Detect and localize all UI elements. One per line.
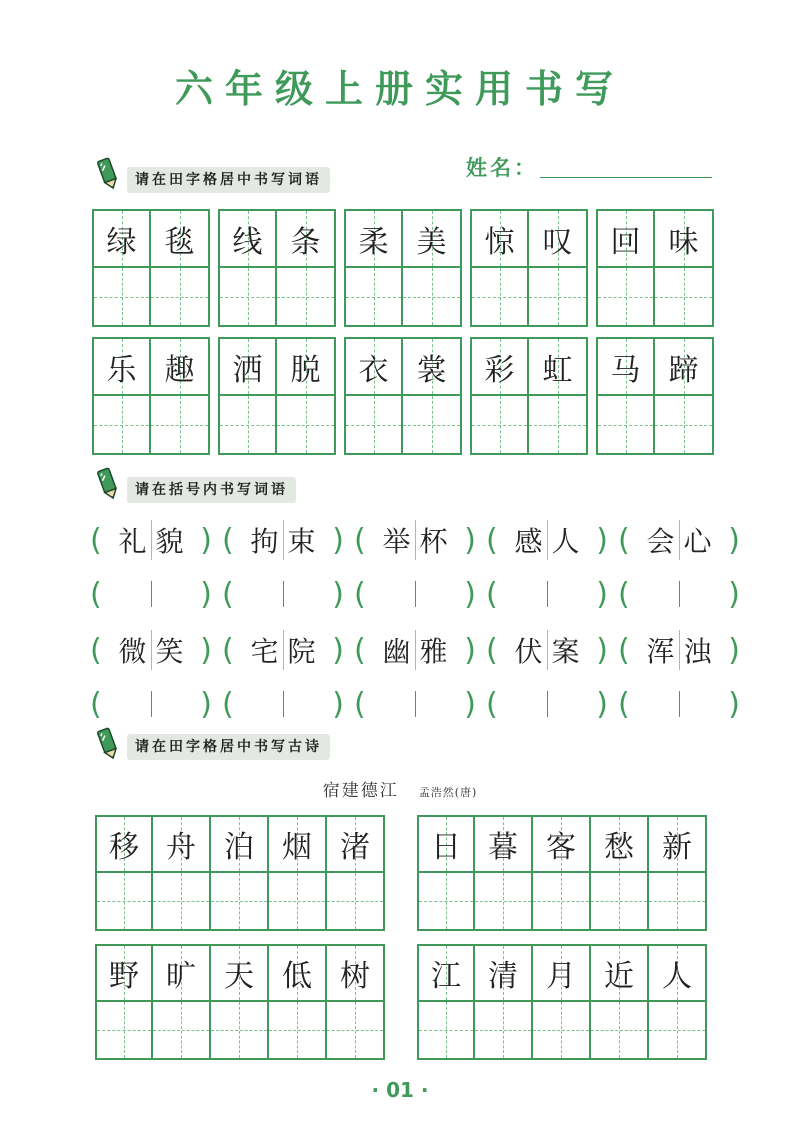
left-paren: (: [354, 522, 366, 558]
tianzige-cell-filled: [649, 815, 707, 873]
tianzige-cell-filled: [327, 944, 385, 1002]
bracket-content: [366, 581, 465, 607]
tianzige-cell-blank[interactable]: [95, 1002, 153, 1060]
bracket-word: [486, 630, 608, 670]
tianzige-cell-blank[interactable]: [277, 396, 336, 455]
tianzige-cell-filled: [151, 337, 210, 396]
tianzige-cell-blank[interactable]: [591, 1002, 649, 1060]
bracket-content: [498, 520, 597, 560]
tianzige-cell-filled: [470, 209, 529, 268]
tianzige-cell-blank[interactable]: [417, 873, 475, 931]
left-paren: (: [222, 686, 234, 722]
bracket-content: [366, 630, 465, 670]
character: 蹄: [668, 352, 699, 388]
poem-title: [0, 776, 800, 801]
character: [548, 691, 584, 717]
tianzige-cell-blank[interactable]: [403, 396, 462, 455]
pencil-icon: [94, 726, 122, 762]
character: 脱: [290, 352, 321, 388]
bracket-content: [102, 581, 201, 607]
tianzige-cell-filled: [327, 815, 385, 873]
character: [115, 581, 152, 607]
character: [152, 581, 188, 607]
tianzige-cell-blank[interactable]: [92, 396, 151, 455]
right-paren: ): [464, 576, 476, 612]
right-paren: ): [332, 686, 344, 722]
bracket-blank[interactable]: [618, 574, 740, 614]
bracket-content: [366, 691, 465, 717]
left-paren: (: [90, 522, 102, 558]
right-paren: ): [464, 522, 476, 558]
tianzige-cell-blank[interactable]: [269, 873, 327, 931]
left-paren: (: [618, 576, 630, 612]
character: [152, 691, 188, 717]
character: 彩: [484, 352, 515, 388]
character: 举: [379, 520, 416, 560]
character: 宅: [247, 630, 284, 670]
page-title: 六年级上册实用书写: [174, 67, 625, 111]
right-paren: ): [332, 632, 344, 668]
character: 天: [224, 959, 254, 994]
bracket-content: [234, 630, 333, 670]
character: 叹: [542, 224, 573, 260]
bracket-word: [354, 630, 476, 670]
character: 渚: [340, 830, 370, 865]
bracket-content: [630, 630, 729, 670]
word-grid: [470, 337, 588, 455]
bracket-blank[interactable]: [222, 574, 344, 614]
character: 案: [551, 635, 580, 668]
tianzige-cell-filled: [151, 209, 210, 268]
tianzige-cell-blank[interactable]: [475, 873, 533, 931]
bracket-word: [618, 630, 740, 670]
character: 雅: [419, 635, 448, 668]
character: 树: [340, 959, 370, 994]
bracket-content: [630, 520, 729, 560]
character: [680, 581, 716, 607]
right-paren: ): [464, 632, 476, 668]
right-paren: ): [596, 522, 608, 558]
poem-grid: [95, 815, 385, 931]
character: [511, 581, 548, 607]
tianzige-cell-filled: [655, 209, 714, 268]
tianzige-cell-filled: [417, 944, 475, 1002]
tianzige-cell-filled: [92, 337, 151, 396]
word-grid: [596, 337, 714, 455]
character: 柔: [358, 224, 389, 260]
tianzige-cell-blank[interactable]: [470, 268, 529, 327]
character: 院: [287, 635, 316, 668]
tianzige-cell-blank[interactable]: [403, 268, 462, 327]
character: 拘: [247, 520, 284, 560]
word-grid: [218, 209, 336, 327]
tianzige-cell-blank[interactable]: [218, 268, 277, 327]
word-grid: [92, 209, 210, 327]
left-paren: (: [90, 576, 102, 612]
tianzige-cell-blank[interactable]: [596, 268, 655, 327]
character: 束: [287, 525, 316, 558]
right-paren: ): [596, 686, 608, 722]
character: 清: [488, 959, 518, 994]
character: 裳: [416, 352, 447, 388]
tianzige-cell-blank[interactable]: [153, 873, 211, 931]
word-grid: [218, 337, 336, 455]
tianzige-cell-blank[interactable]: [153, 1002, 211, 1060]
tianzige-cell-blank[interactable]: [596, 396, 655, 455]
bracket-blank[interactable]: [618, 684, 740, 724]
character: 浊: [683, 635, 712, 668]
bracket-blank[interactable]: [222, 684, 344, 724]
left-paren: (: [222, 522, 234, 558]
right-paren: ): [332, 576, 344, 612]
character: 移: [109, 830, 139, 865]
bracket-blank[interactable]: [486, 684, 608, 724]
bracket-content: [102, 520, 201, 560]
bracket-blank[interactable]: [486, 574, 608, 614]
character: 人: [551, 525, 580, 558]
tianzige-cell-filled: [591, 944, 649, 1002]
section-label-words: 请在田字格居中书写词语: [127, 167, 330, 193]
bracket-word: [354, 520, 476, 560]
tianzige-cell-filled: [269, 815, 327, 873]
tianzige-cell-blank[interactable]: [470, 396, 529, 455]
character: 趣: [164, 352, 195, 388]
character: 洒: [232, 352, 263, 388]
name-input-line[interactable]: [540, 177, 712, 178]
character: 微: [115, 630, 152, 670]
tianzige-cell-blank[interactable]: [211, 1002, 269, 1060]
bracket-blank[interactable]: [354, 684, 476, 724]
poem-grid: [417, 944, 707, 1060]
character: [284, 691, 320, 717]
tianzige-cell-filled: [344, 337, 403, 396]
right-paren: ): [728, 576, 740, 612]
character: 惊: [484, 224, 515, 260]
left-paren: (: [90, 686, 102, 722]
tianzige-cell-filled: [153, 944, 211, 1002]
bracket-content: [630, 691, 729, 717]
tianzige-cell-blank[interactable]: [218, 396, 277, 455]
character: 回: [610, 224, 641, 260]
character: 礼: [115, 520, 152, 560]
tianzige-cell-blank[interactable]: [95, 873, 153, 931]
word-grid: [596, 209, 714, 327]
character: 绿: [106, 224, 137, 260]
character: 杯: [419, 525, 448, 558]
tianzige-cell-filled: [211, 815, 269, 873]
tianzige-cell-filled: [277, 337, 336, 396]
section-label-brackets: 请在括号内书写词语: [127, 477, 296, 503]
left-paren: (: [222, 576, 234, 612]
tianzige-cell-blank[interactable]: [151, 396, 210, 455]
poem-author: 孟浩然(唐): [418, 786, 478, 799]
tianzige-cell-filled: [218, 337, 277, 396]
left-paren: (: [354, 686, 366, 722]
right-paren: ): [728, 522, 740, 558]
tianzige-cell-blank[interactable]: [417, 1002, 475, 1060]
tianzige-cell-filled: [95, 944, 153, 1002]
tianzige-cell-filled: [655, 337, 714, 396]
tianzige-cell-filled: [403, 337, 462, 396]
tianzige-cell-blank[interactable]: [344, 268, 403, 327]
section-label-poem: 请在田字格居中书写古诗: [127, 734, 330, 760]
left-paren: (: [618, 686, 630, 722]
tianzige-cell-blank[interactable]: [277, 268, 336, 327]
poem-grid: [95, 944, 385, 1060]
tianzige-cell-blank[interactable]: [655, 268, 714, 327]
name-label: 姓名：: [466, 156, 538, 180]
tianzige-cell-filled: [591, 815, 649, 873]
poem-grid: [417, 815, 707, 931]
character: [511, 691, 548, 717]
character: 伏: [511, 630, 548, 670]
bracket-word: [90, 520, 212, 560]
character: 马: [610, 352, 641, 388]
bracket-word: [222, 630, 344, 670]
tianzige-cell-filled: [403, 209, 462, 268]
character: [680, 691, 716, 717]
character: 笑: [155, 635, 184, 668]
character: [115, 691, 152, 717]
character: [548, 581, 584, 607]
character: [379, 691, 416, 717]
character: 人: [662, 959, 692, 994]
character: 烟: [282, 830, 312, 865]
tianzige-cell-filled: [470, 337, 529, 396]
bracket-content: [498, 630, 597, 670]
right-paren: ): [200, 522, 212, 558]
tianzige-cell-blank[interactable]: [92, 268, 151, 327]
tianzige-cell-filled: [533, 944, 591, 1002]
tianzige-cell-blank[interactable]: [475, 1002, 533, 1060]
tianzige-cell-blank[interactable]: [211, 873, 269, 931]
bracket-content: [234, 691, 333, 717]
bracket-word: [90, 630, 212, 670]
character: 月: [546, 959, 576, 994]
tianzige-cell-filled: [475, 815, 533, 873]
character: 旷: [166, 959, 196, 994]
character: 味: [668, 224, 699, 260]
right-paren: ): [200, 632, 212, 668]
tianzige-cell-blank[interactable]: [344, 396, 403, 455]
character: 貌: [155, 525, 184, 558]
bracket-content: [234, 520, 333, 560]
right-paren: ): [200, 576, 212, 612]
tianzige-cell-filled: [529, 209, 588, 268]
character: 美: [416, 224, 447, 260]
tianzige-cell-filled: [153, 815, 211, 873]
pencil-icon: [94, 156, 122, 192]
right-paren: ): [728, 686, 740, 722]
character: 新: [662, 830, 692, 865]
character: 野: [109, 959, 139, 994]
left-paren: (: [486, 686, 498, 722]
tianzige-cell-filled: [596, 337, 655, 396]
tianzige-cell-blank[interactable]: [649, 873, 707, 931]
tianzige-cell-filled: [529, 337, 588, 396]
character: [643, 691, 680, 717]
tianzige-cell-blank[interactable]: [327, 1002, 385, 1060]
left-paren: (: [486, 632, 498, 668]
word-grid: [344, 337, 462, 455]
character: 愁: [604, 830, 634, 865]
tianzige-cell-filled: [218, 209, 277, 268]
character: 会: [643, 520, 680, 560]
tianzige-cell-blank[interactable]: [655, 396, 714, 455]
bracket-word: [486, 520, 608, 560]
bracket-content: [498, 691, 597, 717]
word-grid: [344, 209, 462, 327]
pencil-icon: [94, 466, 122, 502]
character: 毯: [164, 224, 195, 260]
character: 线: [232, 224, 263, 260]
character: 近: [604, 959, 634, 994]
word-grid: [470, 209, 588, 327]
tianzige-cell-filled: [475, 944, 533, 1002]
tianzige-cell-blank[interactable]: [591, 873, 649, 931]
tianzige-cell-blank[interactable]: [529, 396, 588, 455]
tianzige-cell-blank[interactable]: [151, 268, 210, 327]
bracket-content: [630, 581, 729, 607]
tianzige-cell-filled: [344, 209, 403, 268]
tianzige-cell-filled: [269, 944, 327, 1002]
left-paren: (: [618, 522, 630, 558]
character: 舟: [166, 830, 196, 865]
left-paren: (: [486, 576, 498, 612]
tianzige-cell-blank[interactable]: [327, 873, 385, 931]
character: [284, 581, 320, 607]
tianzige-cell-filled: [649, 944, 707, 1002]
character: 低: [282, 959, 312, 994]
right-paren: ): [200, 686, 212, 722]
character: 乐: [106, 352, 137, 388]
tianzige-cell-filled: [92, 209, 151, 268]
character: 江: [431, 959, 461, 994]
tianzige-cell-filled: [95, 815, 153, 873]
right-paren: ): [464, 686, 476, 722]
character: 心: [683, 525, 712, 558]
character: 泊: [224, 830, 254, 865]
bracket-content: [366, 520, 465, 560]
character: [379, 581, 416, 607]
bracket-blank[interactable]: [90, 574, 212, 614]
right-paren: ): [596, 576, 608, 612]
tianzige-cell-blank[interactable]: [533, 873, 591, 931]
bracket-content: [498, 581, 597, 607]
character: 暮: [488, 830, 518, 865]
tianzige-cell-filled: [417, 815, 475, 873]
tianzige-cell-blank[interactable]: [649, 1002, 707, 1060]
tianzige-cell-filled: [277, 209, 336, 268]
left-paren: (: [222, 632, 234, 668]
character: [247, 581, 284, 607]
character: 条: [290, 224, 321, 260]
word-grid: [92, 337, 210, 455]
character: 虹: [542, 352, 573, 388]
left-paren: (: [618, 632, 630, 668]
character: [416, 581, 452, 607]
character: [643, 581, 680, 607]
character: 感: [511, 520, 548, 560]
character: 幽: [379, 630, 416, 670]
character: 浑: [643, 630, 680, 670]
left-paren: (: [90, 632, 102, 668]
character: 日: [431, 830, 461, 865]
page-number: · 01 ·: [371, 1078, 429, 1102]
bracket-blank[interactable]: [354, 574, 476, 614]
left-paren: (: [354, 576, 366, 612]
bracket-word: [618, 520, 740, 560]
tianzige-cell-blank[interactable]: [529, 268, 588, 327]
bracket-content: [102, 630, 201, 670]
tianzige-cell-filled: [533, 815, 591, 873]
bracket-word: [222, 520, 344, 560]
left-paren: (: [486, 522, 498, 558]
character: 客: [546, 830, 576, 865]
character: 衣: [358, 352, 389, 388]
right-paren: ): [596, 632, 608, 668]
tianzige-cell-filled: [596, 209, 655, 268]
character: [416, 691, 452, 717]
poem-title-text: 宿建德江: [322, 781, 399, 801]
tianzige-cell-blank[interactable]: [533, 1002, 591, 1060]
bracket-content: [102, 691, 201, 717]
bracket-blank[interactable]: [90, 684, 212, 724]
character: [247, 691, 284, 717]
tianzige-cell-filled: [211, 944, 269, 1002]
right-paren: ): [332, 522, 344, 558]
right-paren: ): [728, 632, 740, 668]
bracket-content: [234, 581, 333, 607]
tianzige-cell-blank[interactable]: [269, 1002, 327, 1060]
left-paren: (: [354, 632, 366, 668]
